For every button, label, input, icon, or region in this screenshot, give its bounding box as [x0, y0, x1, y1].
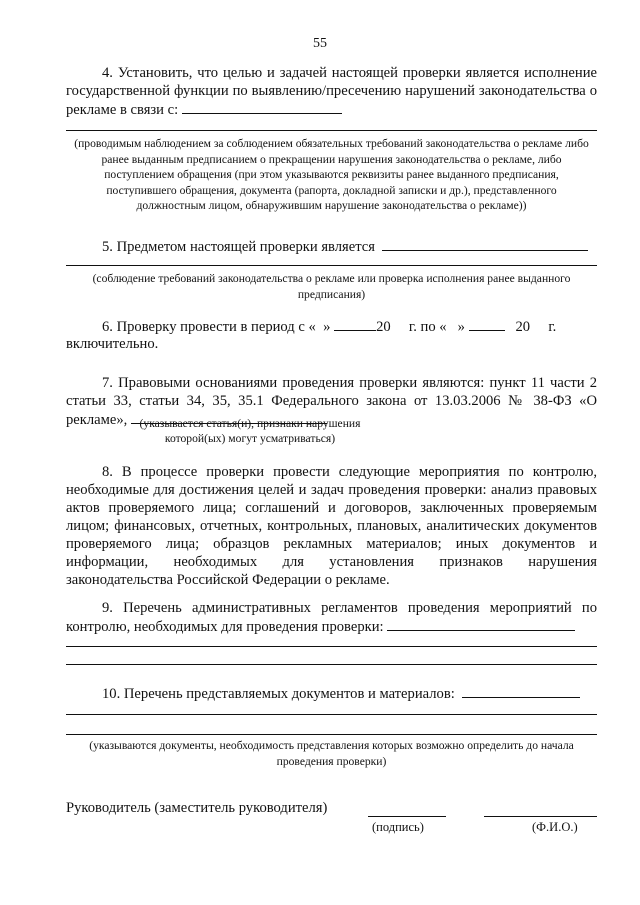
item-4-fill-line[interactable]: [182, 100, 342, 114]
item-5-text: 5. Предметом настоящей проверки является: [102, 239, 375, 255]
item-6-quote: »: [323, 319, 331, 335]
item-4-paragraph: [66, 64, 597, 119]
signature-label: Руководитель (заместитель руководителя): [66, 800, 328, 816]
item-7-note-line-2: которой(ых) могут усматриваться): [164, 432, 336, 445]
item-10-rule-2: [66, 734, 597, 735]
item-9-rule-2: [66, 664, 597, 665]
name-line[interactable]: [484, 816, 597, 817]
item-6-quote-2: »: [457, 319, 465, 335]
item-9-text: 9. Перечень административных регламентов проведения мероприятий по контролю, необходимых для проведения проверки:: [66, 600, 597, 635]
item-6-year-prefix: 20: [376, 319, 391, 335]
item-6-to-month-field[interactable]: [469, 317, 505, 331]
signature-row: [66, 800, 597, 844]
item-6-paragraph: [66, 317, 597, 336]
item-6-to-label: г. по «: [408, 319, 447, 335]
item-9-rule-1: [66, 646, 597, 647]
item-6-year-suffix: г.: [548, 319, 557, 335]
item-6-line-2: включительно.: [66, 336, 159, 352]
item-5-note: (соблюдение требований законодательства о рекламе или проверка исполнения ранее выданного предписания): [92, 272, 571, 301]
item-4-rule: [66, 130, 597, 131]
name-caption: (Ф.И.О.): [532, 820, 578, 834]
item-7-text: 7. Правовыми основаниями проведения проверки являются: пункт 11 части 2 статьи 33, статьи 34, 35, 35.1 Федерального закона от 13.03.2006 № 38-ФЗ «О рекламе»,: [66, 375, 597, 428]
item-4-text: 4. Установить, что целью и задачей настоящей проверки является исполнение государственной функции по выявлению/пресечению нарушений законодательства о рекламе в связи с:: [66, 65, 597, 118]
item-5-paragraph: [66, 237, 597, 256]
item-9-fill-line[interactable]: [387, 617, 575, 631]
item-5-rule: [66, 265, 597, 266]
item-5-fill-line[interactable]: [382, 237, 588, 251]
item-8-paragraph: 8. В процессе проверки провести следующие мероприятия по контролю, необходимые для достижения целей и задач проведения проверки: анализ правовых актов проверяемого лица; соглашений и договоров, заключенных проверяемым лицом; финансовых, отчетных, контрольных, плановых, аналитических документов проверяемого лица; образцов рекламных материалов; иных документов и информации, необходимых для установления признаков нарушения законодательства Российской Федерации о рекламе.: [66, 464, 597, 588]
signature-caption: (подпись): [372, 820, 424, 834]
item-10-fill-line[interactable]: [462, 684, 580, 698]
item-10-note: (указываются документы, необходимость представления которых возможно определить до начала проведения проверки): [89, 739, 574, 768]
item-6-year-prefix-2: 20: [515, 319, 531, 335]
item-6-from-label: 6. Проверку провести в период с «: [102, 319, 316, 335]
item-6-from-month-field[interactable]: [334, 317, 376, 331]
item-4-note: (проводимым наблюдением за соблюдением обязательных требований законодательства о рекламе либо ранее выданным предписанием о прекращении нарушения законодательства о рекламе, либо поступлением обращения (при этом указываются реквизиты ранее выданного предписания, поступившего обращения, документа (рапорта, докладной записки и др.), представленного должностным лицом, обнаружившим нарушение законодательства о рекламе)): [74, 137, 589, 212]
item-7-note-line-1: (указывается статья(и), признаки нарушения: [139, 417, 361, 430]
item-10-text: 10. Перечень представляемых документов и материалов:: [102, 686, 455, 702]
signature-line[interactable]: [368, 816, 446, 817]
item-10-rule-1: [66, 714, 597, 715]
page-number: 55: [313, 36, 327, 51]
item-10-paragraph: [66, 684, 597, 703]
item-9-paragraph: [66, 599, 597, 636]
